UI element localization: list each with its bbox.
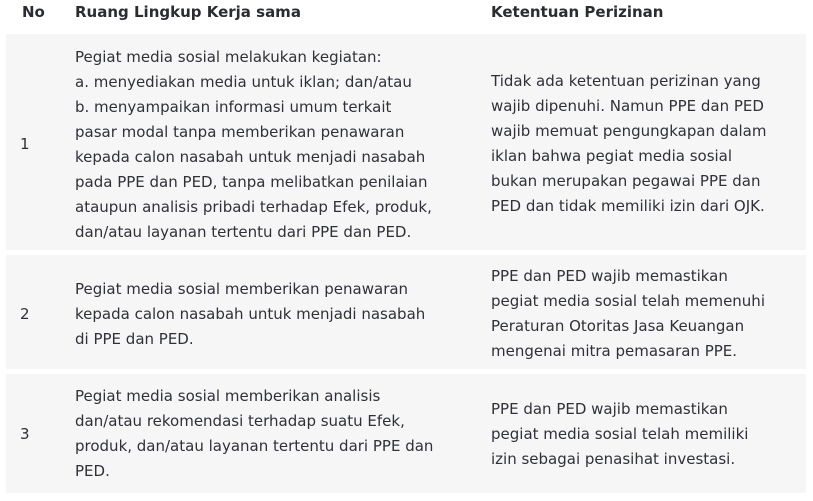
table-header [0, 0, 813, 28]
scope-cell [75, 45, 470, 245]
header-scope: Ruang Lingkup Kerja sama [75, 3, 301, 21]
scope-line: produk, dan/atau layanan tertentu dari PPE dan [75, 437, 434, 455]
requirement-line: pegiat media sosial telah memiliki [491, 425, 749, 443]
requirement-line: iklan bahwa pegiat media sosial [491, 147, 733, 165]
scope-line: Pegiat media sosial melakukan kegiatan: [75, 48, 382, 66]
requirement-line: Peraturan Otoritas Jasa Keuangan [491, 317, 745, 335]
scope-line: Pegiat media sosial memberikan analisis [75, 387, 381, 405]
scope-line: b. menyampaikan informasi umum terkait [75, 98, 392, 116]
table-row [6, 255, 806, 369]
requirement-line: bukan merupakan pegawai PPE dan [491, 172, 761, 190]
header-no: No [22, 3, 45, 21]
scope-line: dan/atau layanan tertentu dari PPE dan PED. [75, 223, 412, 241]
row-number: 1 [20, 135, 30, 153]
scope-line: a. menyediakan media untuk iklan; dan/atau [75, 73, 412, 91]
requirement-line: pegiat media sosial telah memenuhi [491, 292, 765, 310]
scope-line: pada PPE dan PED, tanpa melibatkan penilaian [75, 173, 428, 191]
requirement-cell [491, 397, 801, 472]
requirement-line: PPE dan PED wajib memastikan [491, 400, 728, 418]
scope-line: ataupun analisis pribadi terhadap Efek, produk, [75, 198, 432, 216]
scope-line: PED. [75, 462, 110, 480]
requirement-cell [491, 264, 801, 364]
requirement-line: wajib memuat pengungkapan dalam [491, 122, 767, 140]
scope-line: kepada calon nasabah untuk menjadi nasabah [75, 305, 426, 323]
requirement-cell [491, 69, 801, 219]
requirement-line: PED dan tidak memiliki izin dari OJK. [491, 197, 765, 215]
requirement-line: mengenai mitra pemasaran PPE. [491, 342, 738, 360]
scope-line: di PPE dan PED. [75, 330, 194, 348]
row-number: 3 [20, 425, 30, 443]
header-requirement: Ketentuan Perizinan [491, 3, 664, 21]
requirement-line: wajib dipenuhi. Namun PPE dan PED [491, 97, 764, 115]
table-row [6, 374, 806, 493]
scope-cell [75, 384, 470, 484]
requirement-line: Tidak ada ketentuan perizinan yang [491, 72, 761, 90]
requirement-line: PPE dan PED wajib memastikan [491, 267, 728, 285]
scope-line: kepada calon nasabah untuk menjadi nasabah [75, 148, 426, 166]
requirement-line: izin sebagai penasihat investasi. [491, 450, 736, 468]
row-number: 2 [20, 305, 30, 323]
scope-line: Pegiat media sosial memberikan penawaran [75, 280, 409, 298]
table-row [6, 34, 806, 250]
scope-cell [75, 277, 470, 352]
scope-line: dan/atau rekomendasi terhadap suatu Efek, [75, 412, 405, 430]
scope-line: pasar modal tanpa memberikan penawaran [75, 123, 405, 141]
